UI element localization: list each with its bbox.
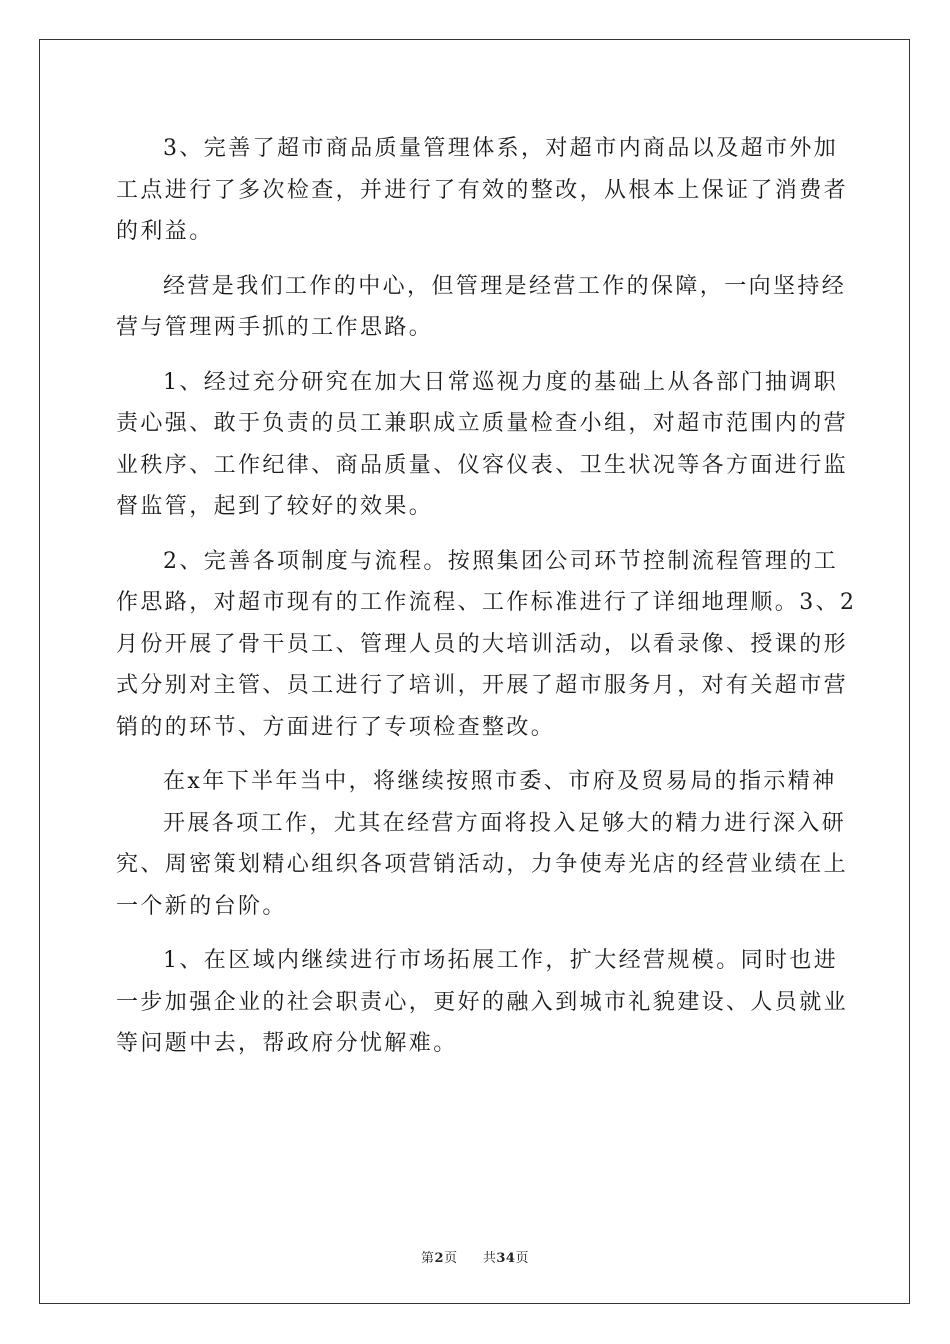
paragraph-inspection-team bbox=[116, 362, 849, 528]
paragraph-procedures bbox=[116, 541, 857, 749]
text-line: 工点进行了多次检查，并进行了有效的整改，从根本上保证了消费者 bbox=[116, 177, 849, 203]
page-footer bbox=[0, 1247, 950, 1266]
text-line: 业秩序、工作纪律、商品质量、仪容仪表、卫生状况等各方面进行监 bbox=[116, 452, 849, 478]
text-line: 2、完善各项制度与流程。按照集团公司环节控制流程管理的工 bbox=[163, 548, 839, 574]
text-line: 一个新的台阶。 bbox=[116, 893, 287, 919]
text-line: 3、完善了超市商品质量管理体系，对超市内商品以及超市外加 bbox=[163, 136, 839, 161]
paragraph-market-expansion bbox=[116, 940, 849, 1065]
paragraph-quality-system bbox=[116, 128, 849, 253]
text-line: 一步加强企业的社会职责心，更好的融入到城市礼貌建设、人员就业 bbox=[116, 989, 849, 1015]
text-line: 1、经过充分研究在加大日常巡视力度的基础上从各部门抽调职 bbox=[163, 369, 839, 395]
text-line: 经营是我们工作的中心，但管理是经营工作的保障，一向坚持经 bbox=[163, 273, 847, 299]
text-line: 究、周密策划精心组织各项营销活动，力争使寿光店的经营业绩在上 bbox=[116, 852, 849, 877]
page-number: 2 bbox=[434, 1251, 445, 1266]
total-pages: 34 bbox=[496, 1251, 516, 1266]
total-pages-label: 共34页 bbox=[482, 1251, 529, 1266]
text-line: 营与管理两手抓的工作思路。 bbox=[116, 315, 434, 340]
text-line: 的利益。 bbox=[116, 219, 214, 244]
text-line: 作思路，对超市现有的工作流程、工作标准进行了详细地理顺。3、2 bbox=[116, 590, 857, 615]
paragraph-second-half-plan bbox=[116, 761, 849, 927]
paragraph-management-core bbox=[116, 266, 847, 349]
text-line: 式分别对主管、员工进行了培训，开展了超市服务月，对有关超市营 bbox=[116, 673, 849, 698]
text-line: 开展各项工作，尤其在经营方面将投入足够大的精力进行深入研 bbox=[163, 810, 847, 836]
document-body bbox=[116, 128, 857, 1065]
text-line: 月份开展了骨干员工、管理人员的大培训活动，以看录像、授课的形 bbox=[116, 631, 849, 657]
text-line: 责心强、敢于负责的员工兼职成立质量检查小组，对超市范围内的营 bbox=[116, 411, 849, 436]
page-label: 第2页 bbox=[421, 1251, 458, 1266]
text-line: 1、在区域内继续进行市场拓展工作，扩大经营规模。同时也进 bbox=[163, 948, 839, 973]
text-line: 等问题中去，帮政府分忧解难。 bbox=[116, 1031, 458, 1056]
text-line: 督监管，起到了较好的效果。 bbox=[116, 494, 434, 519]
text-line: 在x年下半年当中，将继续按照市委、市府及贸易局的指示精神 bbox=[163, 769, 837, 794]
text-line: 销的的环节、方面进行了专项检查整改。 bbox=[116, 714, 556, 740]
